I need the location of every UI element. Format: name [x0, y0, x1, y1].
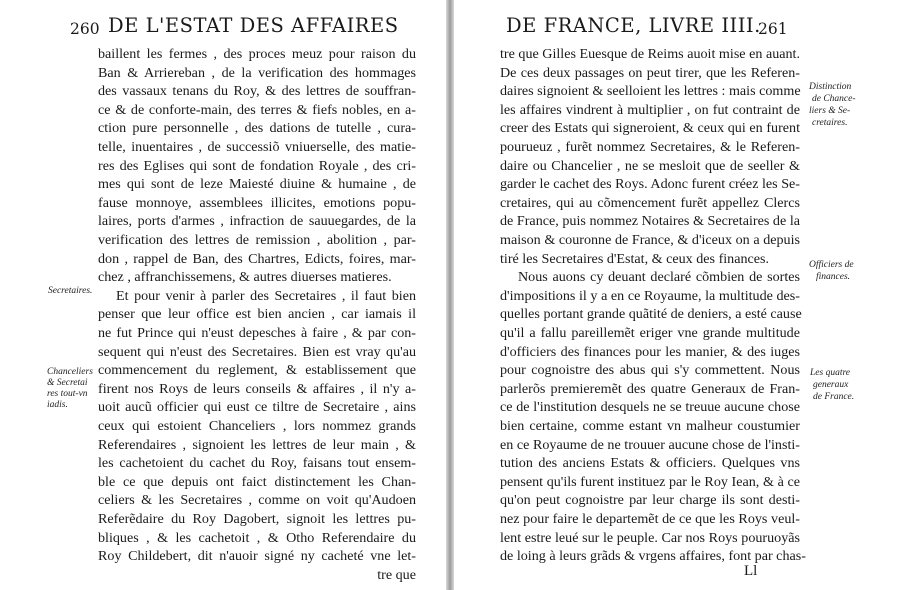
- text-line: tiré les Secretaires d'Estat, & ceux des finances.: [500, 250, 770, 267]
- text-line: tre que Gilles Euesque de Reims auoit mise en auant.: [500, 46, 800, 62]
- signature-mark: Ll: [744, 563, 758, 579]
- text-line: creer des Estats qui signeroient, & ceux qui en furent: [500, 120, 800, 137]
- margin-note: cretaires.: [812, 118, 848, 128]
- text-line: de France, puis nommez Notaires & Secretaires de la: [500, 213, 800, 230]
- text-line: en ce Royaume de ne trouuer aucune chose de l'insti-: [500, 436, 800, 453]
- text-line: d'officiers des finances pour les manier, & des iuges: [500, 343, 800, 360]
- text-line: uoit aucũ officier qui eust ce tiltre de Secretaire , ains: [98, 399, 416, 416]
- text-line: qu'on peut cognoistre par leur charge ils sont desti-: [500, 492, 800, 509]
- text-line: quelles portant grande quãtité de deniers, a esté cause: [500, 306, 802, 323]
- text-line: De ces deux passages on peut tirer, que les Referen-: [500, 64, 800, 81]
- margin-note: res tout-vn: [47, 389, 88, 399]
- text-line: ce de l'institution desquels ne se treuue aucune chose: [500, 399, 800, 416]
- text-line: ble ce que depuis ont faict distinctement les Chan-: [98, 473, 416, 490]
- text-line: maison & couronne de France, & d'iceux on a depuis: [500, 232, 800, 248]
- text-line: bliques , & les cachetoit , & Otho Referendaire du: [98, 529, 416, 546]
- text-line: fause monnoye, assemblees illicites, emotions popu-: [98, 194, 416, 211]
- text-line: tre que: [377, 566, 416, 583]
- text-line: sequent qui n'eust des Secretaires. Bien est vray qu'au: [98, 343, 416, 360]
- text-line: res des Eglises qui sont de fondation Royale , des cri-: [98, 157, 416, 174]
- text-line: don , rappel de Ban, des Chartres, Edicts, foires, mar-: [98, 250, 416, 267]
- text-line: penser que leur office est bien ancien , car iamais il: [98, 306, 416, 323]
- margin-note: liers & Se-: [809, 106, 851, 116]
- text-line: ceux qui estoient Chanceliers , lors nommez grands: [98, 418, 416, 434]
- text-line: baillent les fermes , des proces meuz pour raison du: [98, 46, 416, 62]
- text-line: cretaires, qui au cõmencement furẽt appellez Clercs: [500, 194, 800, 211]
- text-line: pensent qu'ils furent instituez par le Roy Iean, & à ce: [500, 473, 800, 490]
- text-line: Et pour venir à parler des Secretaires , il faut bien: [116, 287, 416, 304]
- left-page-number: 260: [70, 20, 100, 38]
- right-running-head: DE FRANCE, LIVRE IIII.: [506, 14, 761, 37]
- text-line: Referẽdaire du Roy Dagobert, signoit les lettres pu-: [98, 511, 416, 527]
- text-line: qu'il a fallu pareillemẽt eriger vne grande multitude: [500, 325, 800, 341]
- book-gutter: [446, 0, 454, 590]
- text-line: d'impositions il y a en ce Royaume, la multitude des-: [500, 287, 800, 304]
- margin-note: Les quatre: [810, 368, 851, 378]
- text-line: tution des anciens Estats & officiers. Quelques vns: [500, 455, 800, 472]
- margin-note: de Chance-: [812, 94, 856, 104]
- text-line: Roy Childebert, dit n'auoir signé ny cacheté vne let-: [98, 548, 416, 565]
- right-page-number: 261: [758, 20, 788, 38]
- right-page: [454, 0, 900, 590]
- text-line: lent estre leué sur le peuple. Car nos Roys pouruoyãs: [500, 529, 800, 546]
- text-line: mes qui sont de leze Maiesté diuine & humaine , de: [98, 176, 416, 193]
- text-line: ne fut Prince qui n'eust depesches à faire , & par con-: [98, 325, 416, 341]
- text-line: laires, ports d'armes , infraction de sauuegardes, de la: [98, 213, 416, 230]
- margin-note: generaux: [813, 380, 849, 390]
- text-line: Nous auons cy deuant declaré cõmbien de sortes: [518, 269, 800, 286]
- text-line: bien certaine, comme estant vn malheur coustumier: [500, 418, 800, 434]
- text-line: firent nos Roys de leurs conseils & affaires , il n'y a-: [98, 380, 416, 397]
- text-line: pour cognoistre des abus qui s'y commettent. Nous: [500, 362, 800, 379]
- text-line: garder le cachet des Roys. Adonc furent créez les Se-: [500, 176, 800, 193]
- text-line: ce & de conforte-main, des terres & fiefs nobles, en a-: [98, 101, 416, 118]
- text-line: parlerõs premieremẽt des quatre Generaux de Fran-: [500, 380, 800, 397]
- margin-note: Distinction: [809, 82, 852, 92]
- text-line: des vassaux tenans du Roy, & des lettres de souffran-: [98, 83, 416, 100]
- text-line: verification des lettres de remission , abolition , par-: [98, 232, 416, 248]
- margin-note: Secretaires.: [48, 286, 93, 296]
- text-line: nez pour faire le departemẽt de ce que les Roys veul-: [500, 511, 800, 527]
- margin-note: de France.: [813, 392, 855, 402]
- margin-note: Officiers de: [809, 260, 854, 270]
- text-line: commencement du reglement, & establissement que: [98, 362, 416, 379]
- margin-note: iadis.: [47, 400, 68, 410]
- margin-note: Chanceliers: [47, 367, 93, 377]
- text-line: Referendaires , signoient les lettres de leur main , &: [98, 436, 416, 453]
- text-line: les cachetoient du cachet du Roy, faisans tout ensem-: [98, 455, 416, 472]
- text-line: les affaires vindrent à multiplier , on fut contraint de: [500, 101, 800, 118]
- margin-note: & Secretai: [47, 378, 88, 388]
- text-line: daires signoient & seelloient les lettres : mais comme: [500, 83, 801, 100]
- text-line: Ban & Arriereban , de la verification des hommages: [98, 64, 416, 81]
- text-line: celiers & les Secretaires , comme on voit qu'Audoen: [98, 492, 416, 509]
- text-line: telle, inuentaires , de successiõ vniuerselle, des matie-: [98, 139, 416, 155]
- margin-note: finances.: [816, 272, 851, 282]
- text-line: chez , affranchissemens, & autres diuerses matieres.: [98, 269, 392, 286]
- text-line: de loing à leurs grãds & vrgens affaires, font par chas-: [500, 548, 806, 565]
- text-line: pourueuz , furẽt nommez Secretaires, & le Referen-: [500, 139, 800, 155]
- text-line: ction pure personnelle , des dations de tutelle , cura-: [98, 120, 416, 137]
- left-running-head: DE L'ESTAT DES AFFAIRES: [108, 14, 399, 37]
- text-line: daire ou Chancelier , ne se mesloit que de seeller &: [500, 157, 800, 174]
- left-page: [0, 0, 446, 590]
